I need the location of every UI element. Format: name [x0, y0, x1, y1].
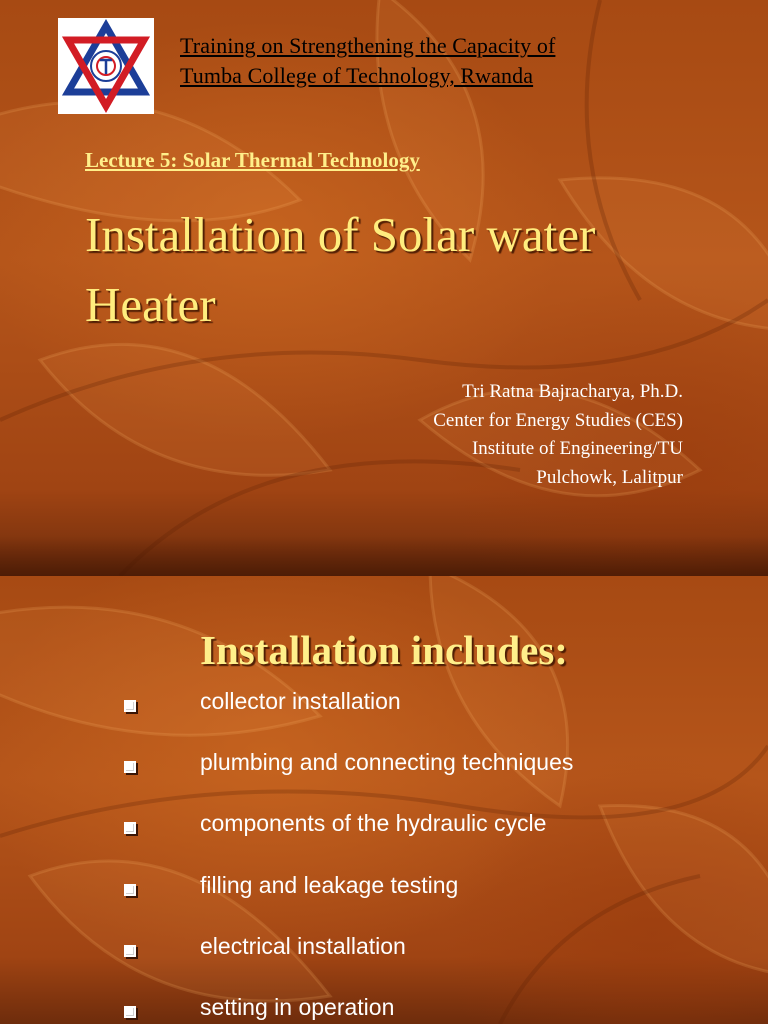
- checkbox-bullet-icon: [124, 761, 136, 773]
- list-item: [0, 994, 768, 1024]
- list-item-text: plumbing and connecting techniques: [200, 749, 574, 775]
- list-item-text: collector installation: [200, 688, 401, 714]
- slide-bottom-shade: [0, 536, 768, 576]
- slide-title-line-1: Installation of Solar water: [85, 207, 596, 262]
- checkbox-bullet-icon: [124, 700, 136, 712]
- checkbox-bullet-icon: [124, 1006, 136, 1018]
- list-item: [0, 872, 768, 918]
- list-item-text: filling and leakage testing: [200, 872, 459, 898]
- list-item-text: electrical installation: [200, 933, 406, 959]
- list-item-text: components of the hydraulic cycle: [200, 810, 547, 836]
- lecture-subtitle: Lecture 5: Solar Thermal Technology: [85, 148, 420, 172]
- author-affiliation: Center for Energy Studies (CES): [433, 409, 683, 431]
- slide-title-line-2: Heater: [85, 277, 216, 332]
- list-item: [0, 933, 768, 979]
- author-name: Tri Ratna Bajracharya, Ph.D.: [462, 381, 683, 402]
- header-line-1: Training on Strengthening the Capacity of: [180, 33, 556, 58]
- university-emblem-icon: [58, 18, 154, 114]
- checkbox-bullet-icon: [124, 822, 136, 834]
- slide-heading: Installation includes:: [200, 627, 568, 673]
- checkbox-bullet-icon: [124, 884, 136, 896]
- header-line-2: Tumba College of Technology, Rwanda: [180, 63, 534, 88]
- university-logo: [58, 18, 154, 114]
- list-item-text: setting in operation: [200, 994, 395, 1020]
- list-item: [0, 749, 768, 795]
- author-block: [433, 378, 683, 492]
- content-slide: [0, 576, 768, 1024]
- author-institute: Institute of Engineering/TU: [471, 438, 683, 459]
- list-item: [0, 810, 768, 856]
- checkbox-bullet-icon: [124, 945, 136, 957]
- list-item: [0, 688, 768, 734]
- author-location: Pulchowk, Lalitpur: [536, 466, 683, 488]
